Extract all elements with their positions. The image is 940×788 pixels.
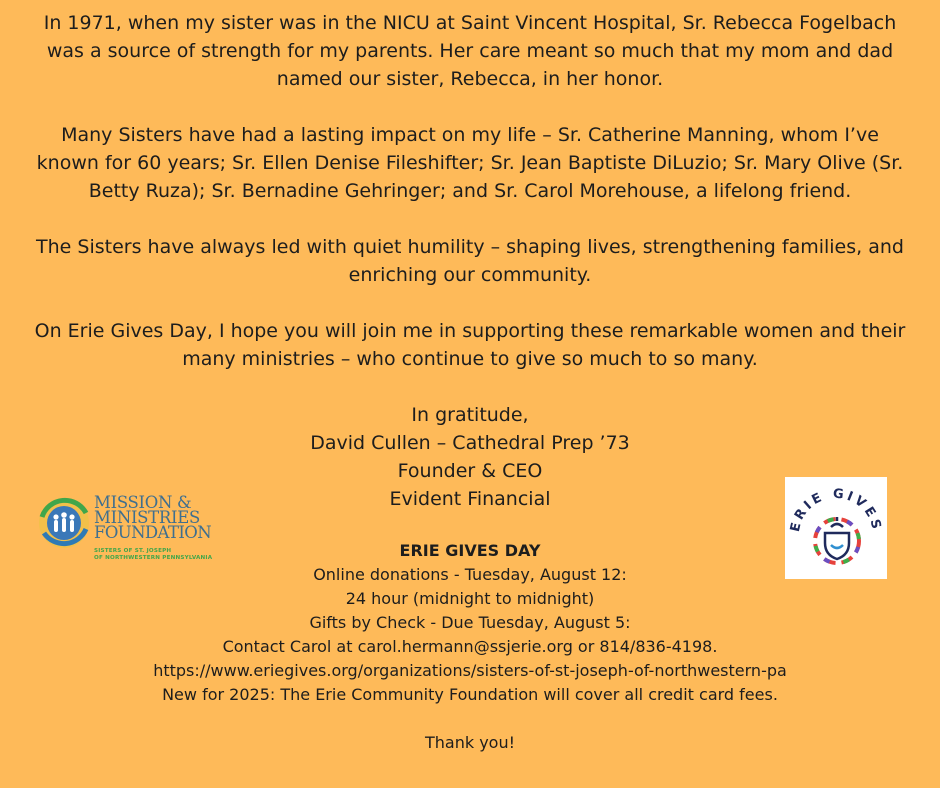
- signature-name: David Cullen – Cathedral Prep ’73: [310, 432, 630, 454]
- signature-title: Founder & CEO: [397, 460, 543, 482]
- mm-line-2: MINISTRIES: [94, 508, 200, 527]
- erie-gives-icon: [785, 477, 887, 579]
- mm-line-1: MISSION &: [94, 493, 192, 512]
- donation-hours: 24 hour (midnight to midnight): [345, 589, 595, 608]
- paragraph-erie-gives: On Erie Gives Day, I hope you will join me in supporting these remarkable women and their many ministries – who continue to give so much to so many.: [34, 320, 906, 370]
- paragraph-humility: The Sisters have always led with quiet humility – shaping lives, strengthening families, and enriching our community.: [36, 236, 904, 286]
- signature-closing: In gratitude,: [411, 404, 529, 426]
- donation-url[interactable]: https://www.eriegives.org/organizations/sisters-of-st-joseph-of-northwestern-pa: [153, 661, 787, 680]
- paragraph-nicu: In 1971, when my sister was in the NICU at Saint Vincent Hospital, Sr. Rebecca Fogelbach was a source of strength for my parents. Her care meant so much that my mom and dad named our sister, Rebecca, in her honor.: [43, 12, 897, 90]
- contact-info[interactable]: Contact Carol at carol.hermann@ssjerie.org or 814/836-4198.: [222, 637, 718, 656]
- event-heading: ERIE GIVES DAY: [399, 541, 541, 560]
- paragraph-sisters: Many Sisters have had a lasting impact on my life – Sr. Catherine Manning, whom I’ve known for 60 years; Sr. Ellen Denise Fileshifter; Sr. Jean Baptiste DiLuzio; Sr. Mary Olive (Sr. Betty Ruza); Sr. Bernadine Gehringer; and Sr. Carol Morehouse, a lifelong friend.: [36, 124, 904, 202]
- online-donations: Online donations - Tuesday, August 12:: [313, 565, 627, 584]
- erie-gives-arc-text: ERIE GIVES: [787, 486, 885, 534]
- letter-body: [28, 9, 912, 513]
- credit-card-note: New for 2025: The Erie Community Foundation will cover all credit card fees.: [162, 685, 778, 704]
- mm-subtitle: [94, 548, 212, 562]
- svg-text:ERIE GIVES: [788, 487, 884, 534]
- mission-ministries-logo: [36, 493, 236, 568]
- check-gifts: Gifts by Check - Due Tuesday, August 5:: [309, 613, 631, 632]
- mm-line-3: FOUNDATION: [94, 523, 212, 542]
- event-info: [70, 539, 870, 755]
- erie-gives-logo: [785, 477, 887, 579]
- mm-subtitle-1: SISTERS OF ST. JOSEPH: [94, 548, 172, 554]
- signature-company: Evident Financial: [389, 488, 551, 510]
- mm-emblem-icon: [36, 493, 92, 549]
- thank-you: Thank you!: [424, 733, 516, 752]
- mm-subtitle-2: OF NORTHWESTERN PENNSYLVANIA: [94, 555, 213, 561]
- mm-wordmark: [94, 495, 211, 540]
